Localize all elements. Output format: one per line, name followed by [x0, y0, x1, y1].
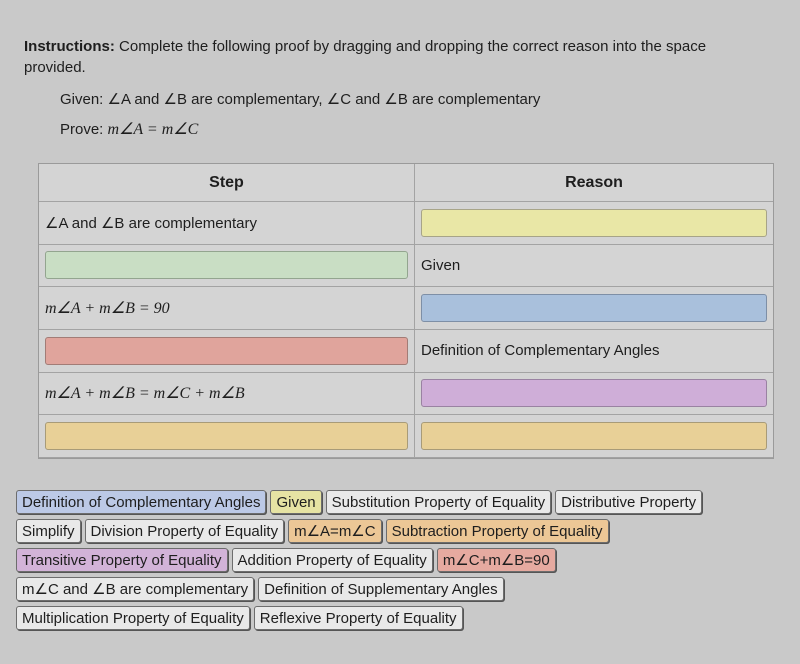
step-drop-zone-6[interactable]: [45, 422, 408, 450]
reason-drop-zone-3[interactable]: [421, 294, 767, 322]
reason-column-header: Reason: [415, 164, 773, 202]
step-text-1: ∠A and ∠B are complementary: [45, 214, 257, 232]
reason-drop-zone-5[interactable]: [421, 379, 767, 407]
answer-bank-row-2: [16, 519, 786, 543]
given-label: Given:: [60, 91, 104, 108]
given-text: ∠A and ∠B are complementary, ∠C and ∠B are complementary: [107, 91, 541, 108]
reason-cell-2: [415, 245, 773, 288]
answer-chip[interactable]: m∠C+m∠B=90: [437, 548, 556, 572]
answer-bank-row-1: [16, 490, 786, 514]
prove-statement: [60, 119, 198, 139]
reason-drop-zone-6[interactable]: [421, 422, 767, 450]
instructions-text: Complete the following proof by dragging and dropping the correct reason into the space provided.: [24, 38, 707, 76]
answer-chip[interactable]: Given: [270, 490, 321, 514]
answer-chip[interactable]: Addition Property of Equality: [232, 548, 433, 572]
step-text-3: m∠A + m∠B = 90: [45, 300, 170, 318]
reason-cell-5: [415, 373, 773, 416]
reason-cell-4: [415, 330, 773, 373]
prove-label: Prove:: [60, 121, 104, 138]
step-cell-1: [39, 202, 415, 245]
reason-drop-zone-1[interactable]: [421, 209, 767, 237]
answer-chip[interactable]: Division Property of Equality: [85, 519, 285, 543]
reason-text-4: Definition of Complementary Angles: [421, 342, 660, 360]
answer-bank-row-5: [16, 606, 786, 630]
answer-chip[interactable]: Multiplication Property of Equality: [16, 606, 250, 630]
answer-chip[interactable]: Distributive Property: [555, 490, 702, 514]
step-cell-6: [39, 415, 415, 458]
reason-text-2: Given: [421, 256, 461, 274]
answer-bank-row-4: [16, 577, 786, 601]
reason-cell-3: [415, 287, 773, 330]
answer-chip[interactable]: Substitution Property of Equality: [326, 490, 551, 514]
step-cell-4: [39, 330, 415, 373]
answer-chip[interactable]: Reflexive Property of Equality: [254, 606, 463, 630]
step-cell-3: [39, 287, 415, 330]
prove-text: m∠A = m∠C: [107, 121, 199, 138]
answer-chip[interactable]: Subtraction Property of Equality: [386, 519, 609, 543]
reason-cell-1: [415, 202, 773, 245]
instructions: [24, 36, 764, 78]
answer-bank-row-3: [16, 548, 786, 572]
given-statement: [60, 90, 540, 108]
step-cell-2: [39, 245, 415, 288]
answer-bank: [16, 490, 786, 635]
answer-chip[interactable]: m∠A=m∠C: [288, 519, 381, 543]
step-drop-zone-4[interactable]: [45, 337, 408, 365]
answer-chip[interactable]: m∠C and ∠B are complementary: [16, 577, 254, 601]
proof-table: [38, 163, 774, 459]
reason-cell-6: [415, 415, 773, 458]
step-drop-zone-2[interactable]: [45, 251, 408, 279]
answer-chip[interactable]: Simplify: [16, 519, 81, 543]
answer-chip[interactable]: Definition of Complementary Angles: [16, 490, 266, 514]
instructions-label: Instructions:: [24, 38, 115, 55]
answer-chip[interactable]: Definition of Supplementary Angles: [258, 577, 503, 601]
answer-chip[interactable]: Transitive Property of Equality: [16, 548, 228, 572]
step-column-header: Step: [39, 164, 415, 202]
step-cell-5: [39, 373, 415, 416]
step-text-5: m∠A + m∠B = m∠C + m∠B: [45, 385, 245, 403]
